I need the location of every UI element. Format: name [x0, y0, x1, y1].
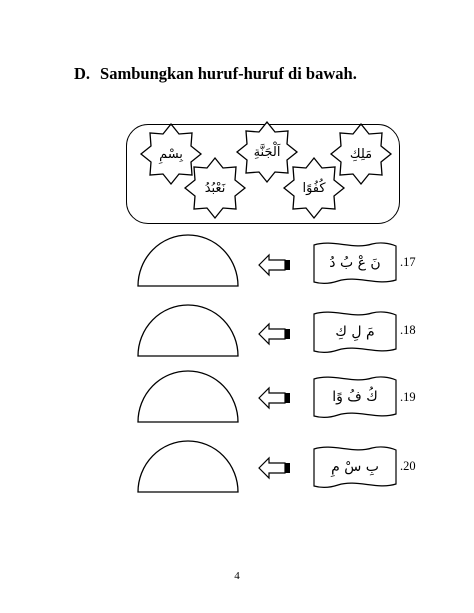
- word-bank-word: مَلِكِ: [349, 146, 373, 162]
- answer-dome[interactable]: [136, 302, 240, 358]
- answer-dome[interactable]: [136, 438, 240, 494]
- section-letter: D.: [74, 64, 91, 83]
- question-number: .18: [400, 323, 416, 337]
- word-bank-word: اَلْجَنَّةِ: [253, 144, 281, 160]
- word-bank-word: نَعْبُدُ: [204, 180, 226, 196]
- letters-text: كُ فُ وًا: [332, 389, 378, 405]
- word-bank-star-4: [282, 156, 346, 220]
- question-number: .19: [400, 390, 416, 404]
- left-arrow-icon: [258, 456, 292, 480]
- left-arrow-icon: [258, 253, 292, 277]
- letters-flag: [313, 309, 397, 357]
- left-arrow-icon: [258, 322, 292, 346]
- word-bank-word: بِسْمِ: [159, 146, 183, 162]
- question-number: .17: [400, 255, 416, 269]
- word-bank-star-5: [183, 156, 247, 220]
- letters-flag: [313, 240, 397, 288]
- section-instruction: Sambungkan huruf-huruf di bawah.: [100, 64, 357, 83]
- answer-dome[interactable]: [136, 232, 240, 288]
- letters-text: مَ لِ كِ: [335, 324, 375, 340]
- letters-text: نَ عْ بُ دُ: [329, 255, 381, 271]
- page-number: 4: [234, 570, 240, 582]
- letters-flag: [313, 444, 397, 492]
- left-arrow-icon: [258, 386, 292, 410]
- letters-flag: [313, 374, 397, 422]
- letters-text: بِ سْ مِ: [331, 459, 379, 475]
- section-heading: [74, 64, 357, 84]
- word-bank-word: كُفُوًا: [302, 180, 326, 196]
- answer-dome[interactable]: [136, 368, 240, 424]
- question-number: .20: [400, 459, 416, 473]
